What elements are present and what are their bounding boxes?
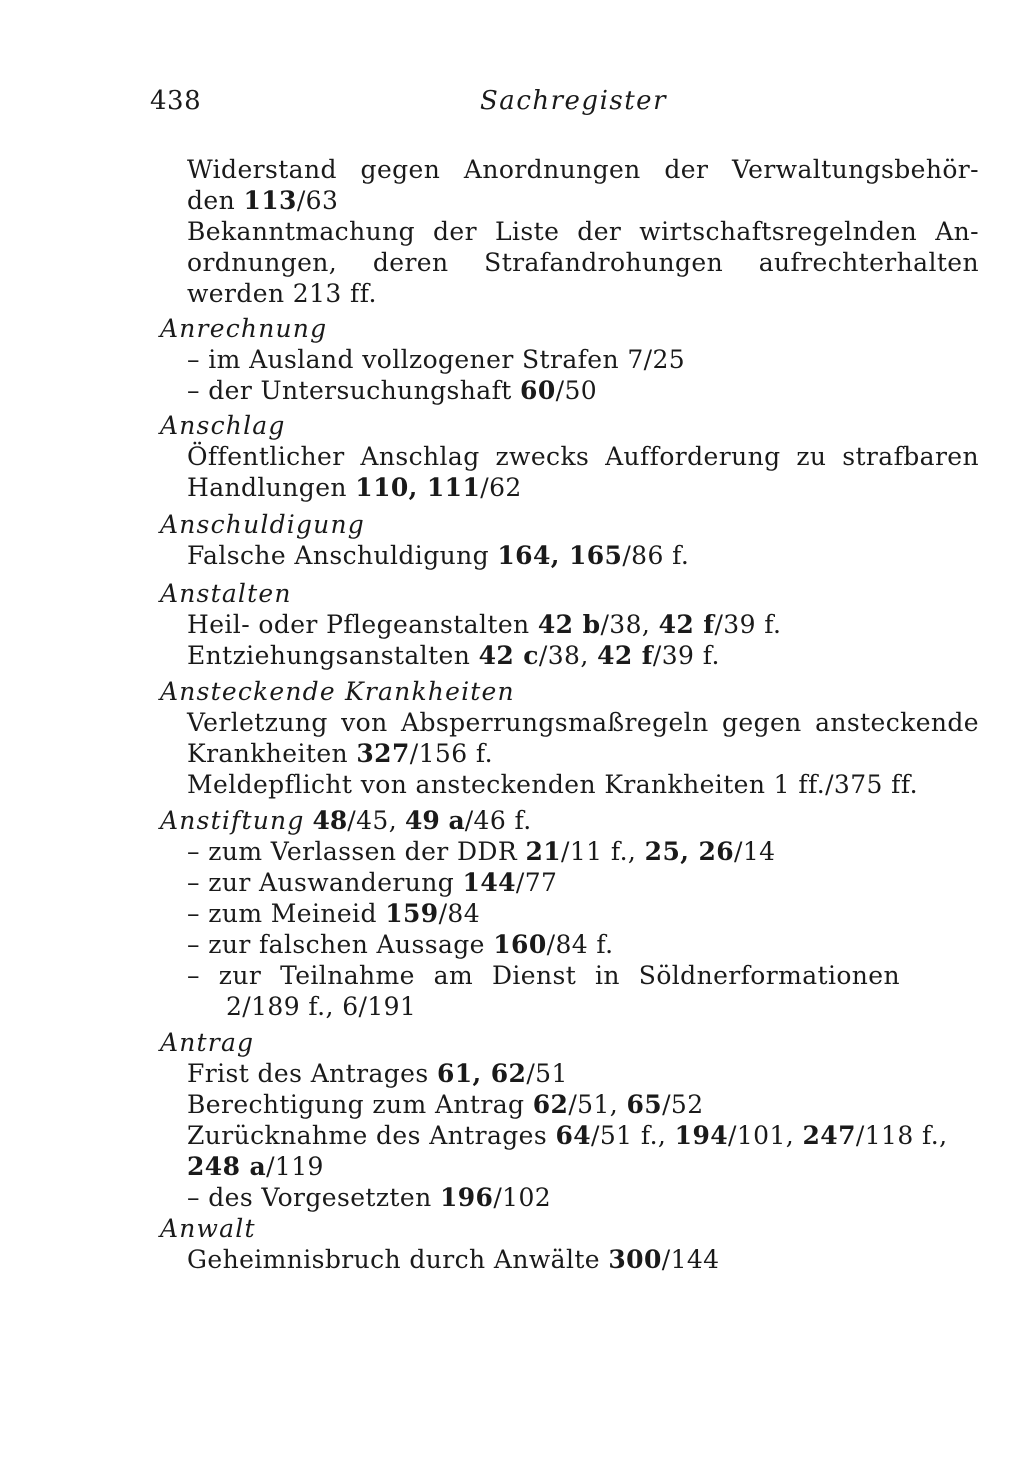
index-subentry: – zur Auswanderung 144/77 — [187, 868, 558, 897]
index-line: Zurücknahme des Antrages 64/51 f., 194/101, 247/118 f., — [187, 1121, 948, 1150]
index-line: Öffentlicher Anschlag zwecks Aufforderung zu strafbaren — [187, 442, 979, 471]
index-line: Krankheiten 327/156 f. — [187, 739, 493, 768]
index-subentry: – zur falschen Aussage 160/84 f. — [187, 930, 614, 959]
running-head-title: Sachregister — [480, 86, 667, 116]
index-subentry: – zum Meineid 159/84 — [187, 899, 481, 928]
index-subentry: – zur Teilnahme am Dienst in Söldnerformationen — [187, 961, 900, 990]
index-subentry: – zum Verlassen der DDR 21/11 f., 25, 26/14 — [187, 837, 776, 866]
index-line: den 113/63 — [187, 186, 339, 215]
index-line: Falsche Anschuldigung 164, 165/86 f. — [187, 541, 690, 570]
index-line: werden 213 ff. — [187, 279, 377, 308]
page-number: 438 — [150, 86, 202, 116]
index-line: Entziehungsanstalten 42 c/38, 42 f/39 f. — [187, 641, 720, 670]
index-lemma: Anrechnung — [160, 314, 328, 343]
index-subentry-continuation: 2/189 f., 6/191 — [226, 992, 417, 1021]
index-lemma: Ansteckende Krankheiten — [160, 677, 515, 706]
index-line: Handlungen 110, 111/62 — [187, 473, 522, 502]
index-line: Frist des Antrages 61, 62/51 — [187, 1059, 568, 1088]
index-line: 248 a/119 — [187, 1152, 324, 1181]
index-lemma: Anschuldigung — [160, 510, 365, 539]
index-lemma: Anschlag — [160, 411, 286, 440]
index-lemma: Antrag — [160, 1028, 255, 1057]
index-line: Berechtigung zum Antrag 62/51, 65/52 — [187, 1090, 704, 1119]
index-line: ordnungen, deren Strafandrohungen aufrechterhalten — [187, 248, 979, 277]
index-line: Heil- oder Pflegeanstalten 42 b/38, 42 f/39 f. — [187, 610, 782, 639]
index-lemma: Anstiftung 48/45, 49 a/46 f. — [160, 806, 532, 835]
index-line: Widerstand gegen Anordnungen der Verwaltungsbehör- — [187, 155, 979, 184]
index-line: Geheimnisbruch durch Anwälte 300/144 — [187, 1245, 720, 1274]
index-subentry: – des Vorgesetzten 196/102 — [187, 1183, 552, 1212]
index-subentry: – im Ausland vollzogener Strafen 7/25 — [187, 345, 686, 374]
index-line: Meldepflicht von ansteckenden Krankheiten 1 ff./375 ff. — [187, 770, 918, 799]
index-lemma: Anwalt — [160, 1214, 256, 1243]
index-line: Verletzung von Absperrungsmaßregeln gegen ansteckende — [187, 708, 979, 737]
page-header — [150, 86, 850, 126]
index-lemma: Anstalten — [160, 579, 292, 608]
index-line: Bekanntmachung der Liste der wirtschaftsregelnden An- — [187, 217, 979, 246]
index-subentry: – der Untersuchungshaft 60/50 — [187, 376, 598, 405]
